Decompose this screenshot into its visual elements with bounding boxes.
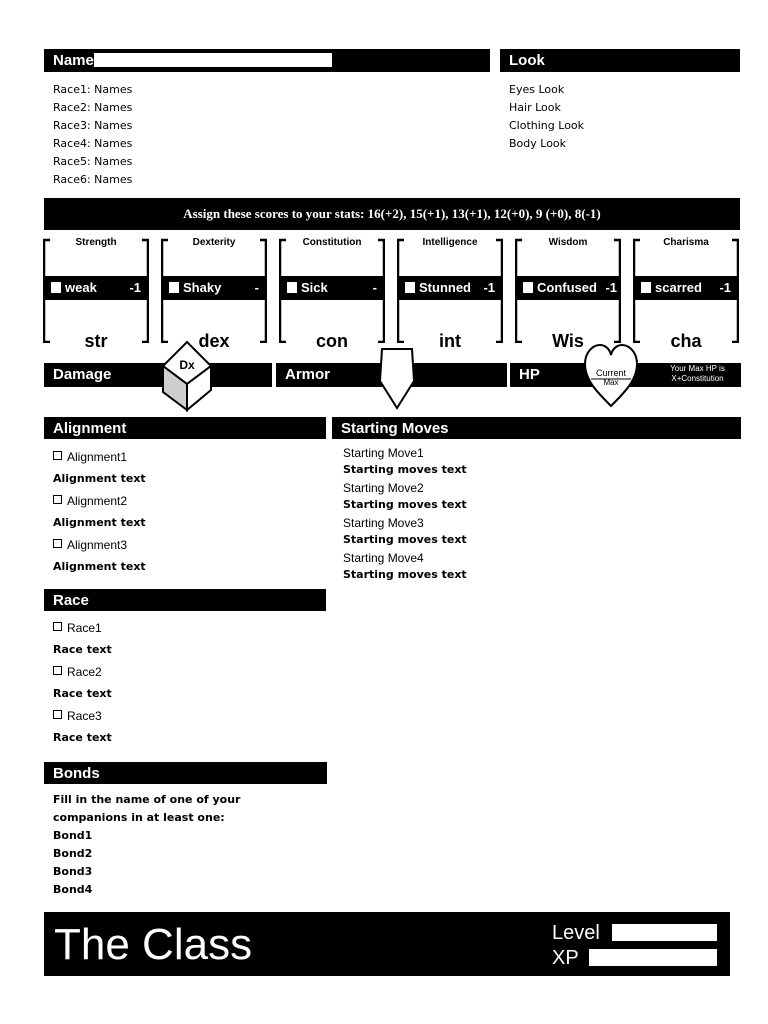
stat-dexterity: [161, 237, 267, 351]
move-text: Starting moves text: [343, 533, 467, 546]
bonds-intro: Fill in the name of one of your companions in at least one:: [53, 793, 241, 824]
hp-current-label: Current: [595, 368, 626, 378]
name-input[interactable]: [94, 53, 332, 67]
condition-modifier: -1: [605, 280, 617, 295]
armor-shield-icon[interactable]: [374, 347, 420, 411]
stat-name: Wisdom: [548, 237, 588, 248]
look-list: [509, 81, 729, 153]
race-names-item: Race3: Names: [53, 119, 133, 132]
race-header: [44, 589, 326, 611]
stat-name: Strength: [75, 237, 117, 248]
look-header: [500, 49, 740, 72]
alignment-list: [53, 450, 323, 582]
checkbox[interactable]: [53, 451, 62, 460]
stat-condition-band: [397, 276, 503, 300]
damage-die-icon: [161, 338, 213, 412]
stat-constitution: [279, 237, 385, 351]
alignment-option-name: Alignment2: [67, 494, 128, 508]
race-text: Race text: [53, 687, 112, 700]
stat-abbr: str: [84, 331, 108, 351]
condition-modifier: -1: [483, 280, 495, 295]
stat-abbr: con: [315, 331, 348, 351]
condition-checkbox[interactable]: [641, 282, 651, 293]
bonds-header: [44, 762, 327, 784]
bond-item[interactable]: Bond1: [53, 829, 93, 842]
race-option-name: Race2: [67, 665, 102, 679]
stat-name: Intelligence: [422, 237, 478, 248]
race-names-item: Race6: Names: [53, 173, 133, 186]
move-text: Starting moves text: [343, 568, 467, 581]
condition-label: weak: [65, 280, 97, 295]
look-item: Hair Look: [509, 101, 561, 114]
condition-modifier: -: [372, 280, 377, 295]
look-label: Look: [509, 52, 545, 69]
race-option[interactable]: [53, 665, 323, 687]
stat-name: Dexterity: [192, 237, 236, 248]
race-names-list: [53, 81, 353, 189]
condition-checkbox[interactable]: [169, 282, 179, 293]
condition-modifier: -: [254, 280, 259, 295]
class-title: The Class: [54, 920, 253, 969]
checkbox[interactable]: [53, 666, 62, 675]
stat-abbr: int: [439, 331, 461, 351]
damage-bar: [44, 363, 272, 387]
damage-label: Damage: [53, 366, 112, 383]
race-names-item: Race5: Names: [53, 155, 133, 168]
stat-condition-band: [43, 276, 149, 300]
stat-condition-band: [515, 276, 621, 300]
stat-strength: [43, 237, 149, 351]
stat-abbr: Wis: [552, 331, 584, 351]
race-option-name: Race3: [67, 709, 102, 723]
look-item: Body Look: [509, 137, 567, 150]
move-name: Starting Move2: [343, 481, 424, 495]
condition-checkbox[interactable]: [523, 282, 533, 293]
alignment-option[interactable]: [53, 494, 323, 516]
alignment-header: [44, 417, 326, 439]
stats-banner-text: Assign these scores to your stats: 16(+2), 15(+1), 13(+1), 12(+0), 9 (+0), 8(-1): [183, 206, 601, 221]
starting-moves-list: [343, 446, 733, 586]
damage-die-label: Dx: [179, 358, 195, 372]
stat-intelligence: [397, 237, 503, 351]
class-footer: [44, 912, 730, 976]
starting-moves-header: [332, 417, 741, 439]
move-text: Starting moves text: [343, 498, 467, 511]
checkbox[interactable]: [53, 539, 62, 548]
condition-label: Shaky: [183, 280, 222, 295]
race-list: [53, 621, 323, 753]
look-item: Clothing Look: [509, 119, 585, 132]
alignment-option[interactable]: [53, 538, 323, 560]
move-name: Starting Move1: [343, 446, 424, 460]
alignment-label: Alignment: [53, 420, 127, 437]
condition-checkbox[interactable]: [287, 282, 297, 293]
name-header: [44, 49, 490, 72]
condition-label: Stunned: [419, 280, 471, 295]
stats-banner: [44, 198, 740, 230]
race-option-name: Race1: [67, 621, 102, 635]
xp-input[interactable]: [589, 949, 717, 966]
level-label: Level: [552, 922, 600, 944]
alignment-option-name: Alignment3: [67, 538, 128, 552]
bonds-label: Bonds: [53, 765, 100, 782]
alignment-option[interactable]: [53, 450, 323, 472]
race-names-item: Race4: Names: [53, 137, 133, 150]
race-option[interactable]: [53, 709, 323, 731]
condition-modifier: -1: [129, 280, 141, 295]
stat-abbr: cha: [670, 331, 702, 351]
move-text: Starting moves text: [343, 463, 467, 476]
alignment-option-name: Alignment1: [67, 450, 128, 464]
checkbox[interactable]: [53, 622, 62, 631]
level-input[interactable]: [612, 924, 717, 941]
xp-label: XP: [552, 947, 579, 969]
stat-condition-band: [633, 276, 739, 300]
stat-name: Charisma: [663, 237, 709, 248]
condition-label: Confused: [537, 280, 597, 295]
name-label: Name: [53, 52, 94, 69]
race-text: Race text: [53, 731, 112, 744]
alignment-text: Alignment text: [53, 560, 146, 573]
bond-item[interactable]: Bond4: [53, 883, 93, 896]
condition-modifier: -1: [719, 280, 731, 295]
starting-moves-label: Starting Moves: [341, 420, 449, 437]
move-name: Starting Move3: [343, 516, 424, 530]
race-option[interactable]: [53, 621, 323, 643]
stat-condition-band: [161, 276, 267, 300]
bond-item[interactable]: Bond2: [53, 847, 93, 860]
bonds-list: [53, 791, 315, 899]
race-names-item: Race2: Names: [53, 101, 133, 114]
stat-wisdom: [515, 237, 621, 351]
condition-label: Sick: [301, 280, 328, 295]
look-item: Eyes Look: [509, 83, 565, 96]
race-text: Race text: [53, 643, 112, 656]
stat-charisma: [633, 237, 739, 351]
alignment-text: Alignment text: [53, 516, 146, 529]
armor-label: Armor: [285, 366, 331, 383]
alignment-text: Alignment text: [53, 472, 146, 485]
stat-abbr: dex: [198, 331, 230, 351]
hp-note: Your Max HP is X+Constitution: [670, 364, 725, 383]
checkbox[interactable]: [53, 710, 62, 719]
stat-condition-band: [279, 276, 385, 300]
stat-name: Constitution: [302, 237, 362, 248]
move-name: Starting Move4: [343, 551, 424, 565]
race-label: Race: [53, 592, 89, 609]
condition-label: scarred: [655, 280, 702, 295]
bond-item[interactable]: Bond3: [53, 865, 93, 878]
checkbox[interactable]: [53, 495, 62, 504]
condition-checkbox[interactable]: [405, 282, 415, 293]
race-names-item: Race1: Names: [53, 83, 133, 96]
hp-label: HP: [519, 366, 540, 383]
condition-checkbox[interactable]: [51, 282, 61, 293]
hp-max-label: Max: [603, 378, 619, 387]
